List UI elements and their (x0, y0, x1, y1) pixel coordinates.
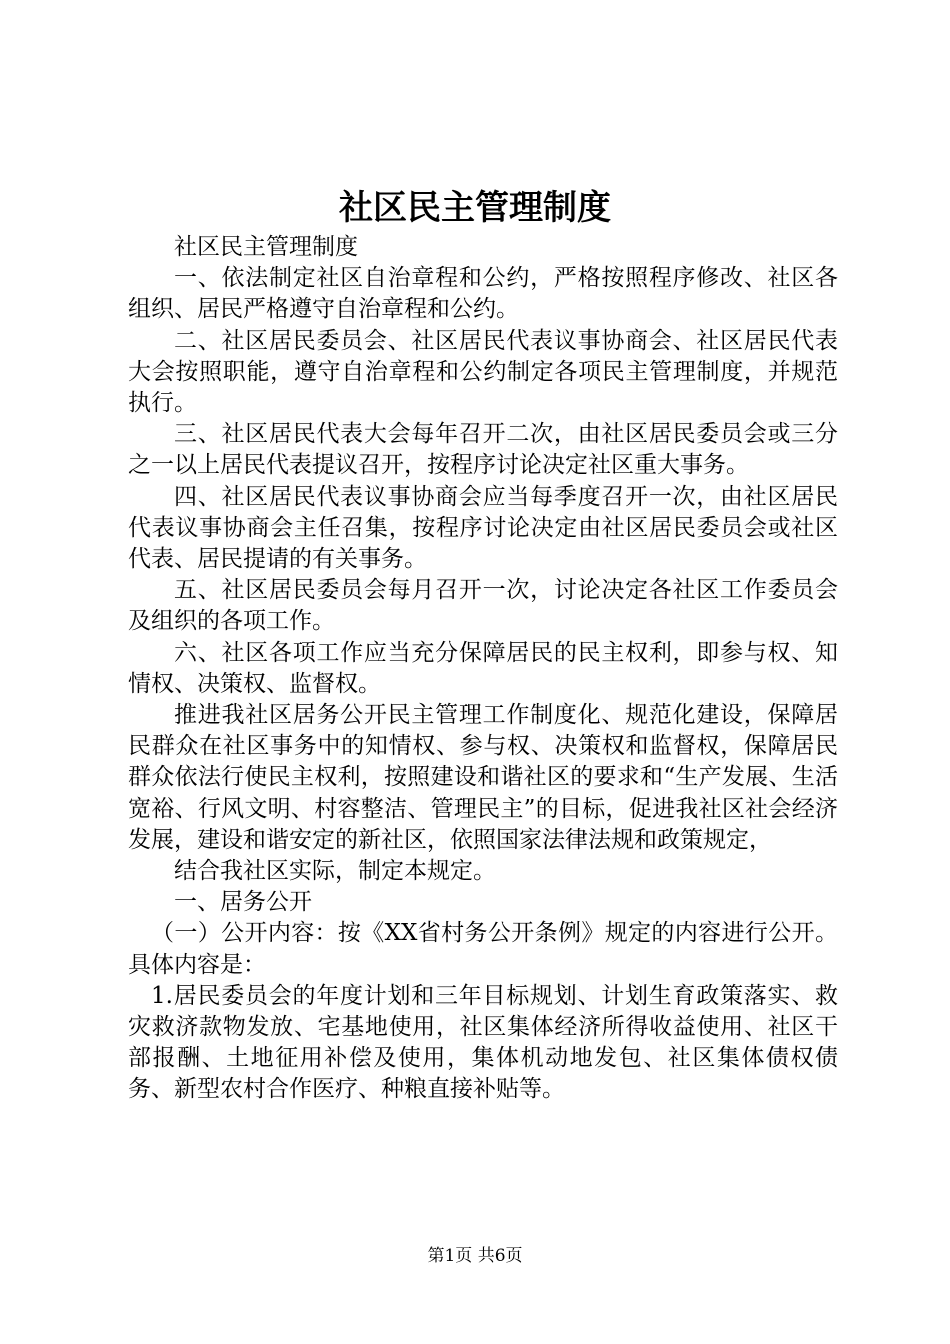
paragraph: 社区民主管理制度 (174, 234, 358, 260)
paragraph: 二、社区居民委员会、社区居民代表议事协商会、社区居民代表大会按照职能，遵守自治章程和公约制定各项民主管理制度，并规范执行。 (128, 327, 838, 417)
section-heading: 一、居务公开 (174, 889, 312, 916)
paragraph: 五、社区居民委员会每月召开一次，讨论决定各社区工作委员会及组织的各项工作。 (128, 577, 838, 635)
paragraph: 三、社区居民代表大会每年召开二次，由社区居民委员会或三分之一以上居民代表提议召开，按程序讨论决定社区重大事务。 (128, 421, 838, 479)
paragraph: 推进我社区居务公开民主管理工作制度化、规范化建设，保障居民群众在社区事务中的知情权、参与权、决策权和监督权，保障居民群众依法行使民主权利，按照建设和谐社区的要求和“生产发展、生活宽裕、行风文明、村容整洁、管理民主”的目标，促进我社区社会经济发展，建设和谐安定的新社区，依照国家法律法规和政策规定， (128, 702, 838, 853)
list-item: 1.居民委员会的年度计划和三年目标规划、计划生育政策落实、救灾救济款物发放、宅基地使用，社区集体经济所得收益使用、社区干部报酬、土地征用补偿及使用，集体机动地发包、社区集体债权债务、新型农村合作医疗、种粮直接补贴等。 (128, 982, 838, 1103)
paragraph: 一、依法制定社区自治章程和公约，严格按照程序修改、社区各组织、居民严格遵守自治章程和公约。 (128, 265, 838, 323)
subsection-heading: （一）公开内容：按《XX省村务公开条例》规定的内容进行公开。具体内容是： (128, 920, 838, 978)
document-title: 社区民主管理制度 (339, 188, 611, 228)
page-footer: 第1页 共6页 (427, 1246, 523, 1266)
paragraph: 六、社区各项工作应当充分保障居民的民主权利，即参与权、知情权、决策权、监督权。 (128, 639, 838, 697)
document-body (128, 232, 838, 1106)
paragraph: 四、社区居民代表议事协商会应当每季度召开一次，由社区居民代表议事协商会主任召集，按程序讨论决定由社区居民委员会或社区代表、居民提请的有关事务。 (128, 483, 838, 573)
paragraph: 结合我社区实际，制定本规定。 (174, 858, 496, 885)
